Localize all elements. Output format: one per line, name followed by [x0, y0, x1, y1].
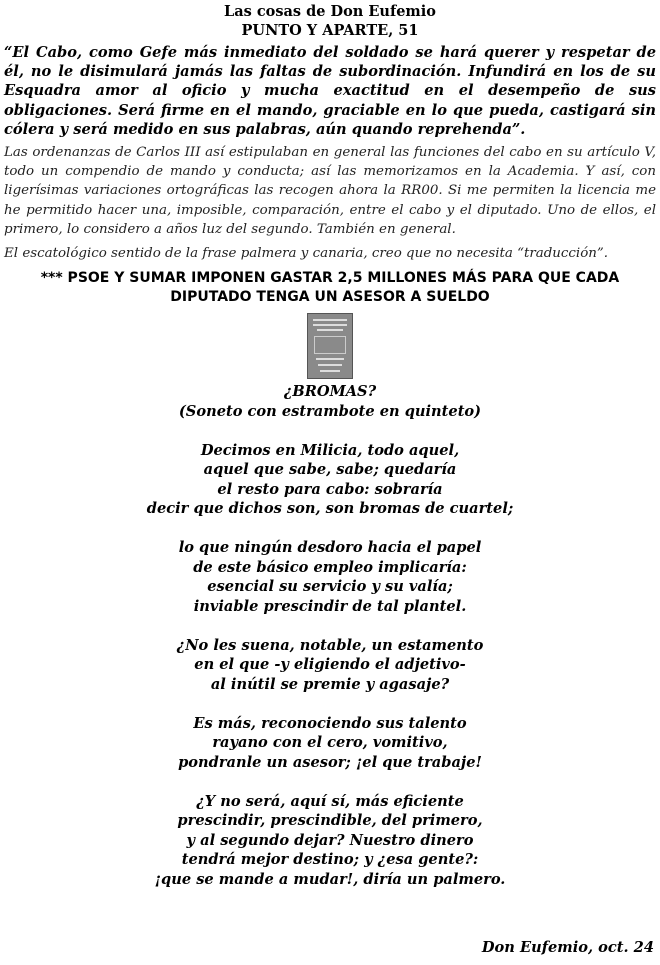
column-subtitle: PUNTO Y APARTE, 51 [241, 22, 419, 39]
poem-line: esencial su servicio y su valía; [207, 578, 453, 596]
ordinance-quote: “El Cabo, como Gefe más inmediato del soldado se hará querer y respetar de él, no le disimulará jamás las faltas de subordinación. Infundirá en los de su Esquadra amor al oficio y mucha exactitud en el desempeño de sus obligaciones. Será firme en el mando, graciable en lo que pueda, castigará sin cólera y será medido en sus palabras, aún quando reprehenda”. [4, 44, 656, 138]
ordenanzas-book-cover-image [307, 313, 353, 379]
poem-line: en el que -y eligiendo el adjetivo- [194, 656, 466, 674]
poem-line: el resto para cabo: sobraría [217, 480, 443, 498]
poem-line: y al segundo dejar? Nuestro dinero [186, 831, 474, 849]
news-headline: *** PSOE Y SUMAR IMPONEN GASTAR 2,5 MILLONES MÁS PARA QUE CADA DIPUTADO TENGA UN ASESOR A SUELDO [40, 270, 620, 305]
poem-line: inviable prescindir de tal plantel. [193, 597, 467, 615]
poem-line: decir que dichos son, son bromas de cuartel; [146, 500, 514, 518]
poem-line: Decimos en Milicia, todo aquel, [200, 441, 460, 459]
column-title: Las cosas de Don Eufemio [224, 3, 436, 20]
poem-title: ¿BROMAS? [283, 383, 377, 401]
poem-subtitle: (Soneto con estrambote en quinteto) [178, 402, 482, 420]
poem-line: lo que ningún desdoro hacia el papel [178, 539, 482, 557]
poem-line: aquel que sabe, sabe; quedaría [203, 461, 457, 479]
poem-stanza-2 [4, 538, 656, 616]
poem-line: pondranle un asesor; ¡el que trabaje! [178, 753, 482, 771]
poem-line: de este básico empleo implicaría: [193, 558, 467, 576]
signature: Don Eufemio, oct. 24 [481, 939, 654, 956]
note-paragraph: El escatológico sentido de la frase palmera y canaria, creo que no necesita “traducción”. [4, 246, 608, 262]
poem [4, 382, 656, 889]
poem-stanza-4 [4, 714, 656, 773]
poem-stanza-3 [4, 636, 656, 695]
intro-paragraph: Las ordenanzas de Carlos III así estipulaban en general las funciones del cabo en su artículo V, todo un compendio de mando y conducta; así las memorizamos en la Academia. Y así, con ligerísimas variaciones ortográficas las recogen ahora la RR00. Si me permiten la licencia me he permitido hacer una, imposible, comparación, entre el cabo y el diputado. Uno de ellos, el primero, lo considero a años luz del segundo. También en general. [4, 145, 656, 237]
poem-line: tendrá mejor destino; y ¿esa gente?: [181, 851, 479, 869]
poem-line: ¿Y no será, aquí sí, más eficiente [196, 792, 464, 810]
poem-line: prescindir, prescindible, del primero, [177, 812, 483, 830]
poem-line: al inútil se premie y agasaje? [210, 675, 450, 693]
poem-line: ¡que se mande a mudar!, diría un palmero. [154, 870, 506, 888]
poem-stanza-5 [4, 792, 656, 890]
poem-line: ¿No les suena, notable, un estamento [176, 636, 484, 654]
poem-line: rayano con el cero, vomitivo, [212, 734, 448, 752]
poem-stanza-1 [4, 441, 656, 519]
poem-line: Es más, reconociendo sus talento [193, 714, 467, 732]
